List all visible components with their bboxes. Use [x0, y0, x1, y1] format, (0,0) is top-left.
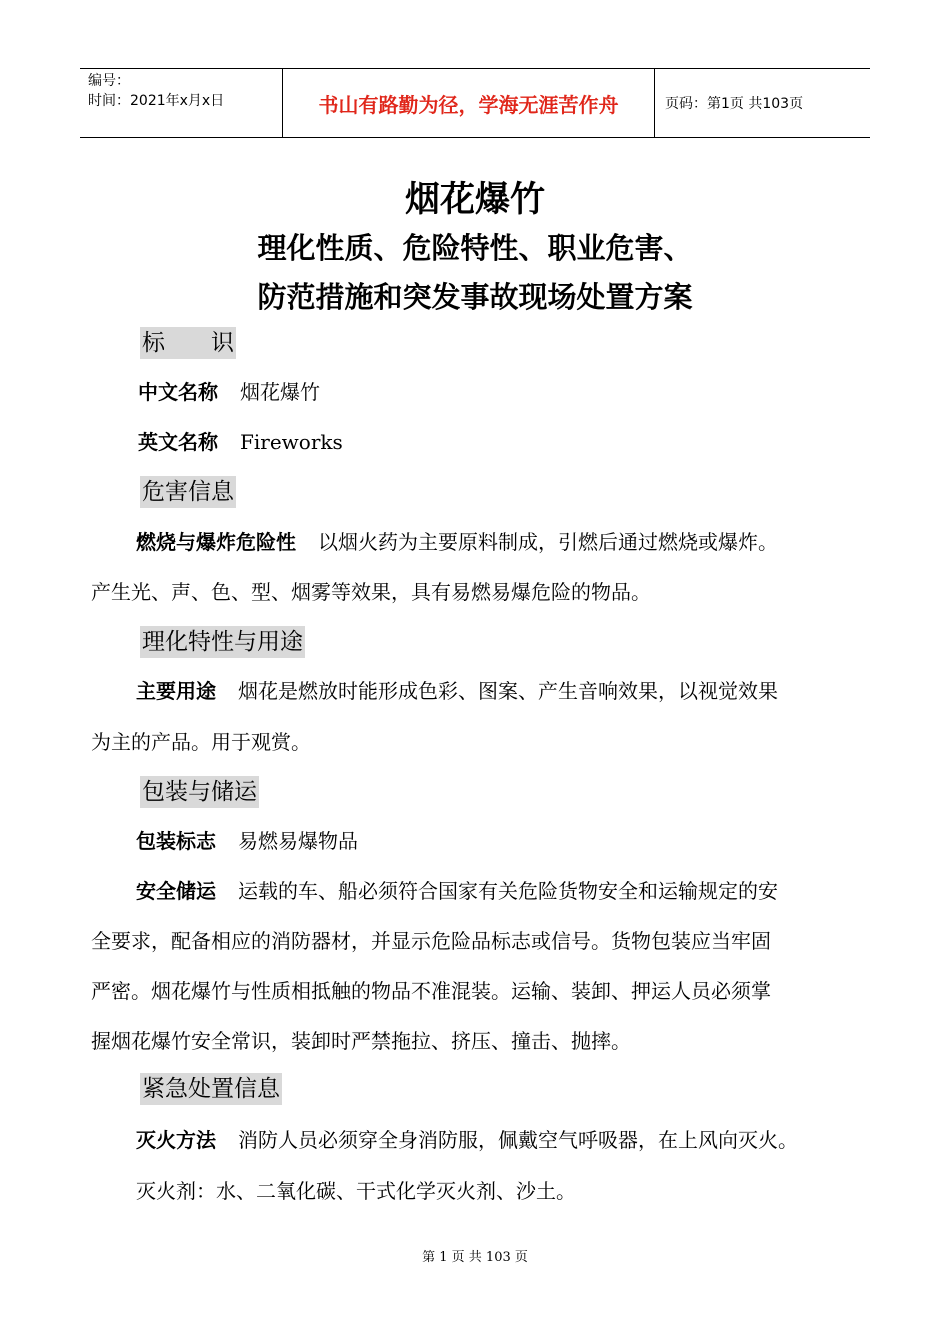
storage-line-1 — [136, 877, 778, 905]
firefighting-text-1: 消防人员必须穿全身消防服，佩戴空气呼吸器，在上风向灭火。 — [238, 1128, 798, 1152]
emergency-line-1 — [136, 1126, 798, 1154]
en-name-value: Fireworks — [240, 430, 343, 454]
usage-label: 主要用途 — [136, 679, 216, 703]
date-label: 时间：2021年x月x日 — [88, 93, 225, 109]
header-page-info: 页码：第1页 共103页 — [665, 96, 804, 112]
section-properties: 理化特性与用途 — [140, 626, 305, 658]
header-table — [80, 68, 870, 138]
document-title: 烟花爆竹 — [404, 180, 545, 220]
section-hazard: 危害信息 — [140, 476, 236, 508]
storage-label: 安全储运 — [136, 879, 216, 903]
identity-en-row — [138, 428, 343, 456]
properties-line-1 — [136, 677, 778, 705]
packaging-mark-value: 易燃易爆物品 — [238, 829, 358, 853]
usage-text-2: 为主的产品。用于观赏。 — [91, 730, 311, 754]
storage-text-1: 运载的车、船必须符合国家有关危险货物安全和运输规定的安 — [238, 879, 778, 903]
header-motto: 书山有路勤为径，学海无涯苦作舟 — [282, 69, 655, 137]
firefighting-label: 灭火方法 — [136, 1128, 216, 1152]
section-identity: 标 识 — [140, 327, 236, 359]
section-packaging: 包装与储运 — [140, 776, 259, 808]
hazard-text-2: 产生光、声、色、型、烟雾等效果，具有易燃易爆危险的物品。 — [91, 580, 651, 604]
cn-name-label: 中文名称 — [138, 380, 218, 404]
en-name-label: 英文名称 — [138, 430, 218, 454]
storage-text-4: 握烟花爆竹安全常识，装卸时严禁拖拉、挤压、撞击、抛摔。 — [91, 1029, 631, 1053]
section-emergency: 紧急处置信息 — [140, 1073, 282, 1105]
firefighting-text-2: 灭火剂：水、二氧化碳、干式化学灭火剂、沙土。 — [136, 1179, 576, 1203]
hazard-line-1 — [136, 528, 778, 556]
storage-text-3: 严密。烟花爆竹与性质相抵触的物品不准混装。运输、装卸、押运人员必须掌 — [91, 979, 771, 1003]
document-subtitle-2: 防范措施和突发事故现场处置方案 — [257, 280, 693, 314]
hazard-text-1: 以烟火药为主要原料制成，引燃后通过燃烧或爆炸。 — [318, 530, 778, 554]
header-meta — [80, 69, 282, 137]
number-label: 编号： — [88, 73, 130, 89]
packaging-mark-label: 包装标志 — [136, 829, 216, 853]
packaging-mark-row — [136, 827, 358, 855]
document-subtitle-1: 理化性质、危险特性、职业危害、 — [257, 231, 693, 265]
storage-text-2: 全要求，配备相应的消防器材，并显示危险品标志或信号。货物包装应当牢固 — [91, 929, 771, 953]
cn-name-value: 烟花爆竹 — [240, 380, 320, 404]
usage-text-1: 烟花是燃放时能形成色彩、图案、产生音响效果，以视觉效果 — [238, 679, 778, 703]
page-footer: 第 1 页 共 103 页 — [422, 1250, 528, 1265]
identity-cn-row — [138, 378, 320, 406]
hazard-label: 燃烧与爆炸危险性 — [136, 530, 296, 554]
